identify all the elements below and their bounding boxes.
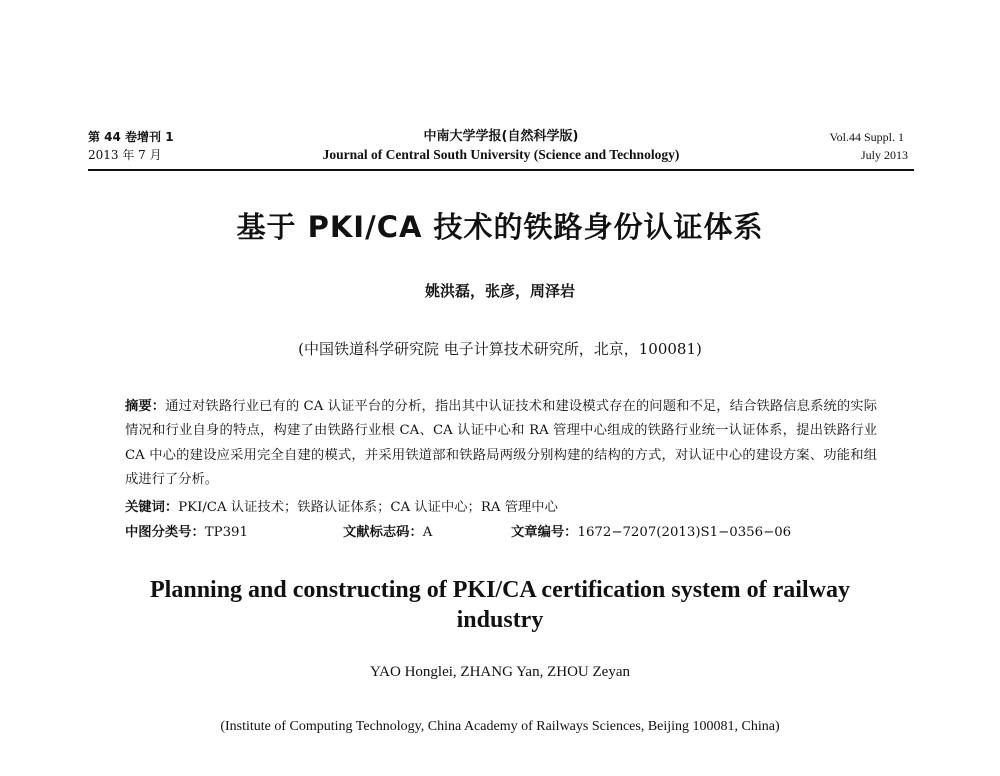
keywords-text: PKI/CA 认证技术；铁路认证体系；CA 认证中心；RA 管理中心: [178, 500, 558, 515]
classification-row: [125, 522, 885, 544]
doc-label: 文献标志码：: [343, 525, 423, 540]
doc-value: A: [422, 525, 433, 540]
document-code: [343, 522, 432, 544]
keywords-cn: [125, 497, 877, 519]
abstract-text: 通过对铁路行业已有的 CA 认证平台的分析，指出其中认证技术和建设模式存在的问题和不足，结合铁路信息系统的实际情况和行业自身的特点，构建了由铁路行业根 CA、CA 认证中心和 RA 管理中心组成的铁路行业统一认证体系，提出铁路行业 CA 中心的建设应采用完全自建的模式，并采用铁道部和铁路局两级分别构建的结构的方式，对认证中心的建设方案、功能和组成进行了分析。: [125, 399, 878, 487]
authors-en: YAO Honglei, ZHANG Yan, ZHOU Zeyan: [370, 664, 630, 680]
journal-name-en: Journal of Central South University (Science and Technology): [322, 147, 680, 162]
affiliation-en: (Institute of Computing Technology, China Academy of Railways Sciences, Beijing 100081, China): [220, 719, 780, 734]
running-header: [88, 128, 914, 172]
abstract-label: 摘要：: [125, 399, 166, 414]
paper-title-en: Planning and constructing of PKI/CA certification system of railway industry: [150, 577, 850, 633]
clc-label: 中图分类号：: [125, 525, 205, 540]
clc-value: TP391: [204, 525, 248, 540]
header-rule: [88, 169, 914, 171]
volume-en: Vol.44 Suppl. 1: [829, 130, 904, 144]
date-en: July 2013: [860, 148, 908, 162]
header-right: [830, 128, 908, 164]
paper-title-cn: 基于 PKI/CA 技术的铁路身份认证体系: [236, 210, 764, 244]
journal-name-cn: 中南大学学报(自然科学版): [423, 129, 579, 144]
article-value: 1672−7207(2013)S1−0356−06: [577, 525, 792, 540]
article-label: 文章编号：: [511, 525, 578, 540]
volume-cn: 第 44 卷增刊 1: [88, 130, 174, 144]
clc-number: [125, 522, 248, 544]
date-cn: 2013 年 7 月: [88, 148, 162, 162]
header-center: [88, 128, 914, 164]
keywords-label: 关键词：: [125, 500, 179, 515]
article-number: [511, 522, 791, 544]
abstract-cn: [125, 395, 877, 492]
authors-cn: 姚洪磊，张彦，周泽岩: [424, 282, 575, 300]
affiliation-cn: (中国铁道科学研究院 电子计算技术研究所，北京，100081): [298, 340, 702, 358]
